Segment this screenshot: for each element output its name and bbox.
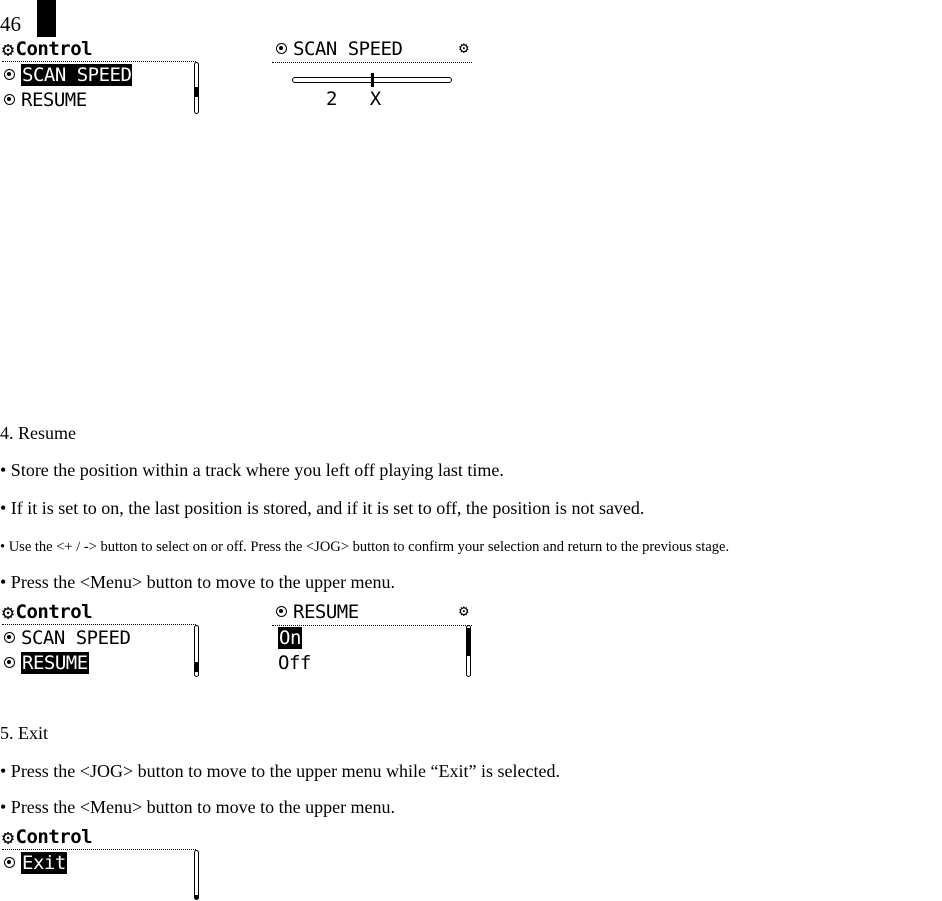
screen-title xyxy=(276,38,402,60)
option-on[interactable] xyxy=(278,627,302,649)
gear-icon: ⚙ xyxy=(2,600,14,624)
menu-item-resume[interactable] xyxy=(4,89,87,111)
screen-title xyxy=(2,601,92,623)
scan-speed-right-screen xyxy=(276,38,476,116)
screen-title-label: Control xyxy=(15,826,93,848)
screen-title-label: SCAN SPEED xyxy=(293,38,403,60)
resume-right-screen xyxy=(276,601,476,679)
menu-item-label: RESUME xyxy=(21,89,87,111)
exit-screen xyxy=(2,826,202,901)
menu-item-resume[interactable] xyxy=(4,652,89,674)
scrollbar[interactable] xyxy=(466,625,471,677)
screen-title-label: Control xyxy=(15,601,93,623)
gear-icon: ⚙ xyxy=(2,825,14,849)
menu-item-scan-speed[interactable] xyxy=(4,64,132,86)
option-label: Off xyxy=(278,652,311,674)
screen-title-label: RESUME xyxy=(293,601,359,623)
section-heading-resume: 4. Resume xyxy=(0,423,76,443)
screen-title xyxy=(2,38,92,60)
target-icon xyxy=(4,857,15,868)
resume-line-3: • Use the <+ / -> button to select on or off. Press the <JOG> button to confirm your selection and return to the previous stage. xyxy=(0,539,730,555)
target-icon xyxy=(4,94,15,105)
resume-left-screen xyxy=(2,601,202,679)
target-icon xyxy=(276,43,287,54)
screen-title xyxy=(276,601,359,623)
target-icon xyxy=(4,657,15,668)
scroll-thumb[interactable] xyxy=(195,662,198,672)
scroll-thumb[interactable] xyxy=(195,87,198,97)
title-divider xyxy=(2,849,196,850)
title-divider xyxy=(272,625,472,626)
gear-icon: ⚙ xyxy=(459,601,469,620)
screen-title-label: Control xyxy=(15,38,93,60)
scrollbar[interactable] xyxy=(194,625,199,677)
scroll-thumb[interactable] xyxy=(467,628,470,656)
title-divider xyxy=(272,62,472,63)
menu-item-exit[interactable] xyxy=(4,852,67,874)
menu-item-label: Exit xyxy=(22,852,66,874)
title-divider xyxy=(2,624,196,625)
section-heading-exit: 5. Exit xyxy=(0,723,48,743)
screen-title xyxy=(2,826,92,848)
target-icon xyxy=(276,606,287,617)
gear-icon: ⚙ xyxy=(459,38,469,57)
menu-item-scan-speed[interactable] xyxy=(4,627,130,649)
target-icon xyxy=(4,632,15,643)
option-off[interactable] xyxy=(278,652,311,674)
scroll-thumb[interactable] xyxy=(195,895,198,899)
resume-line-2: • If it is set to on, the last position is stored, and if it is set to off, the position is not saved. xyxy=(0,498,645,518)
scrollbar[interactable] xyxy=(194,850,199,900)
menu-item-label: RESUME xyxy=(22,652,88,674)
target-icon xyxy=(4,69,15,80)
slider-knob[interactable] xyxy=(371,73,374,87)
option-label: On xyxy=(279,627,301,649)
title-divider xyxy=(2,61,196,62)
slider-value-number: 2 xyxy=(326,88,337,110)
gear-icon: ⚙ xyxy=(2,37,14,61)
resume-line-4: • Press the <Menu> button to move to the upper menu. xyxy=(0,572,396,592)
page-number: 46 xyxy=(0,12,21,36)
exit-line-2: • Press the <Menu> button to move to the upper menu. xyxy=(0,797,396,817)
menu-item-label: SCAN SPEED xyxy=(22,64,132,86)
scrollbar[interactable] xyxy=(194,62,199,114)
scan-speed-left-screen xyxy=(2,38,202,116)
menu-item-label: SCAN SPEED xyxy=(21,627,131,649)
exit-line-1: • Press the <JOG> button to move to the upper menu while “Exit” is selected. xyxy=(0,761,560,781)
page-marker xyxy=(37,0,56,37)
slider-value-unit: X xyxy=(369,88,381,110)
resume-line-1: • Store the position within a track where you left off playing last time. xyxy=(0,460,504,480)
slider-value xyxy=(326,88,381,110)
